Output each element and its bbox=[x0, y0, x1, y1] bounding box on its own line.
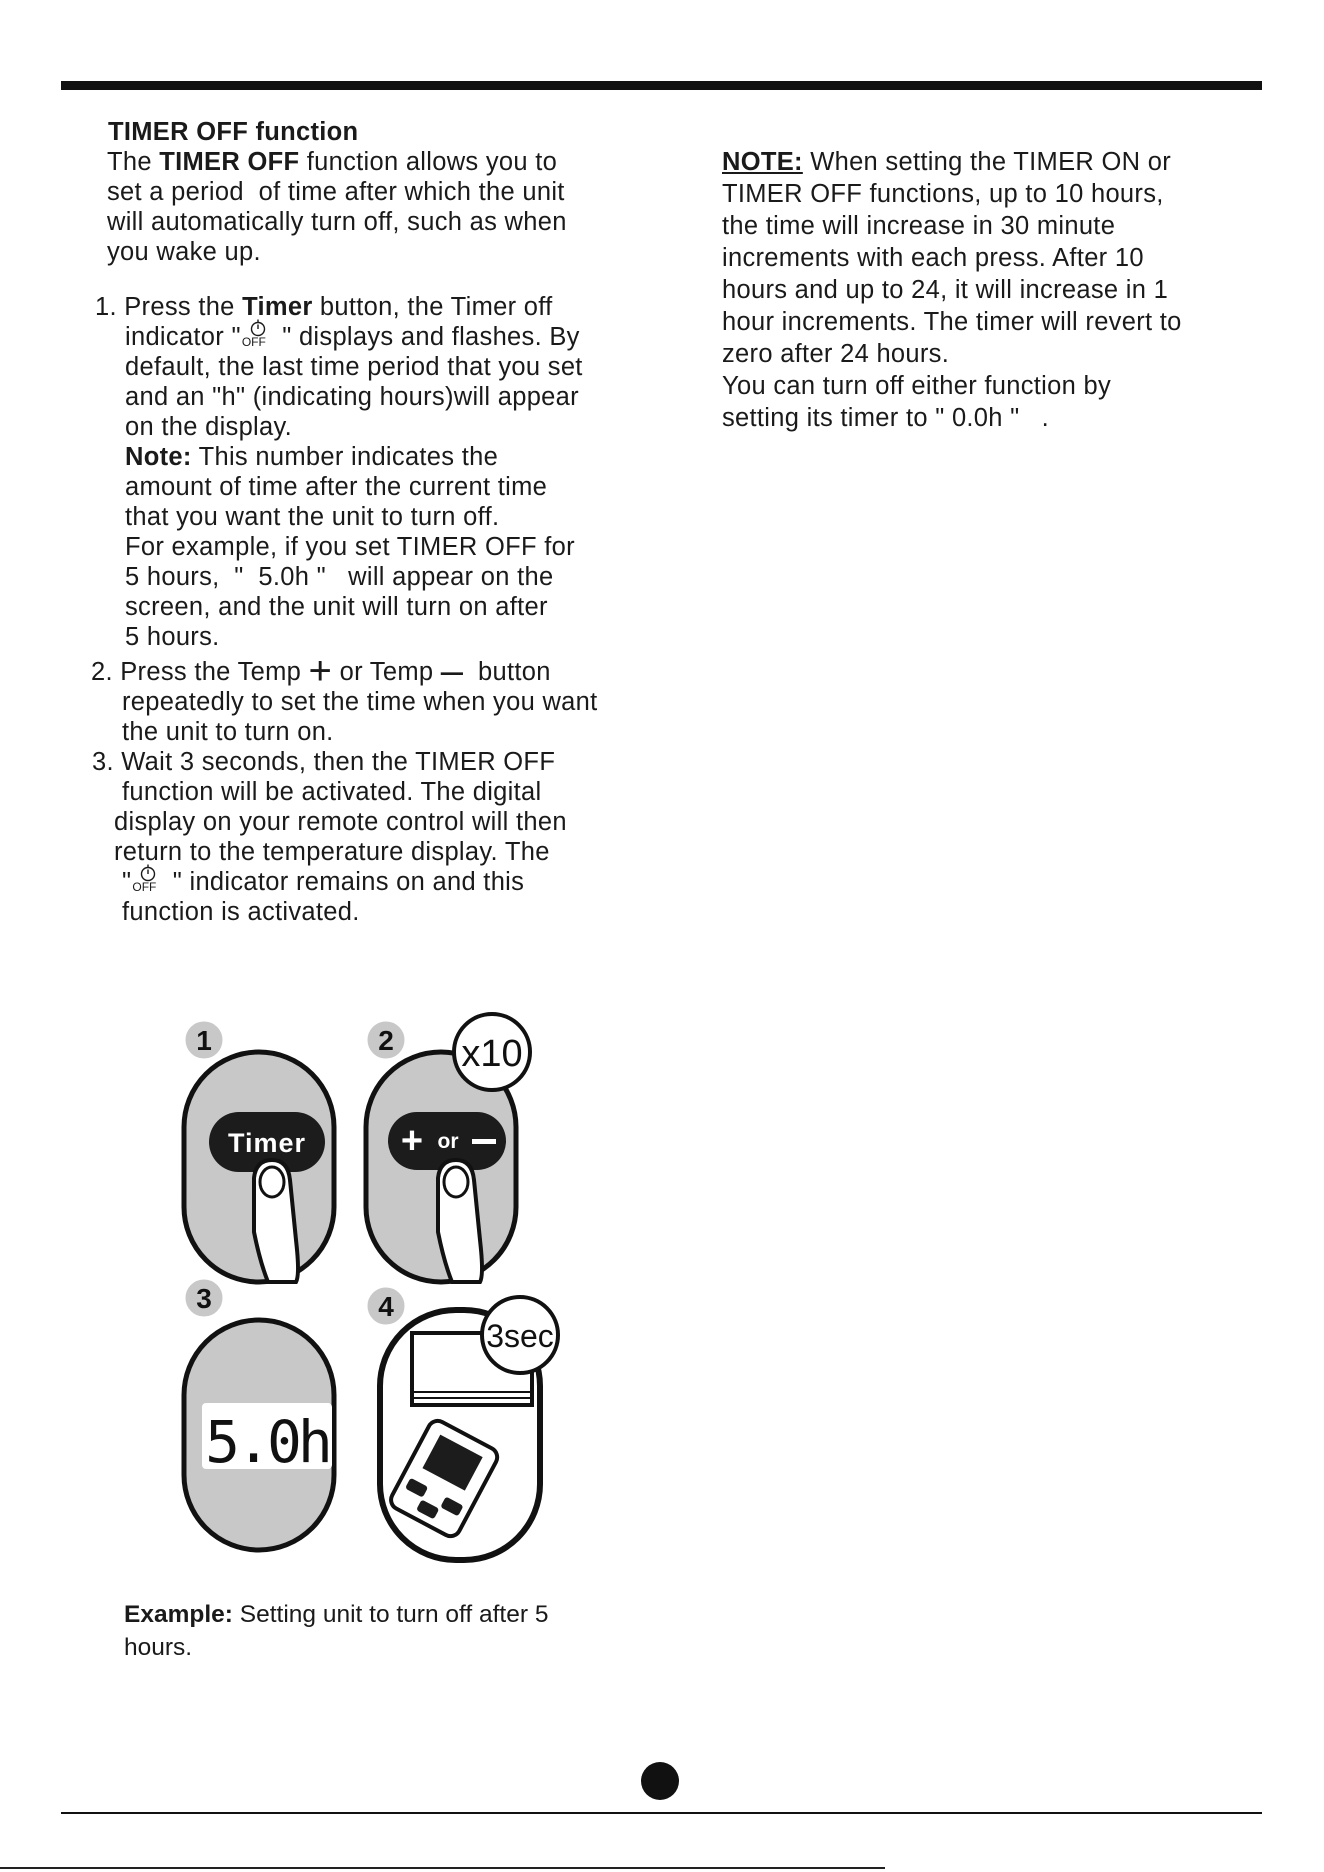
panel-4 bbox=[366, 1286, 558, 1560]
intro-line-4: you wake up. bbox=[107, 238, 261, 266]
step3-line-1: 3. Wait 3 seconds, then the TIMER OFF bbox=[92, 748, 556, 776]
note-line-9: setting its timer to " 0.0h " . bbox=[722, 404, 1050, 432]
step2-line-1: 2. Press the Temp + or Temp – button bbox=[91, 649, 551, 693]
minus-icon: – bbox=[440, 649, 464, 693]
step1-line-12: 5 hours. bbox=[125, 623, 220, 651]
step2-line-3: the unit to turn on. bbox=[122, 718, 334, 746]
note-line-1: NOTE: When setting the TIMER ON or bbox=[722, 148, 1172, 176]
step1-line-11: screen, and the unit will turn on after bbox=[125, 593, 548, 621]
note-line-5: hours and up to 24, it will increase in 1 bbox=[722, 276, 1169, 304]
svg-text:x10: x10 bbox=[461, 1033, 523, 1075]
example-caption: Example: Setting unit to turn off after 5 hours. bbox=[124, 1601, 549, 1661]
svg-text:4: 4 bbox=[378, 1291, 394, 1322]
panel-1 bbox=[184, 1020, 334, 1282]
intro-line-3: will automatically turn off, such as when bbox=[107, 208, 567, 236]
step1-line-9: For example, if you set TIMER OFF for bbox=[125, 533, 575, 561]
intro-line-2: set a period of time after which the unit bbox=[107, 178, 565, 206]
page-marker bbox=[641, 1762, 679, 1800]
svg-text:1: 1 bbox=[196, 1025, 212, 1056]
svg-text:2: 2 bbox=[378, 1025, 394, 1056]
section-heading: TIMER OFF function bbox=[108, 118, 359, 146]
timer-off-icon: OFF bbox=[131, 864, 165, 896]
step3-line-6: function is activated. bbox=[122, 898, 360, 926]
panel-2 bbox=[366, 1014, 530, 1282]
step1-note-line: Note: This number indicates the bbox=[125, 443, 499, 471]
timer-button-label: Timer bbox=[227, 1128, 307, 1158]
step1-line-4: and an "h" (indicating hours)will appear bbox=[125, 383, 579, 411]
step1-line-8: that you want the unit to turn off. bbox=[125, 503, 500, 531]
step3-line-2: function will be activated. The digital bbox=[122, 778, 542, 806]
panel-3 bbox=[184, 1278, 334, 1550]
step1-line-3: default, the last time period that you set bbox=[125, 353, 583, 381]
svg-text:3: 3 bbox=[196, 1283, 212, 1314]
bottom-rule bbox=[61, 1812, 1262, 1814]
step1-line-2: indicator " OFF " displays and flashes. By bbox=[125, 322, 580, 352]
footer-rule bbox=[0, 1867, 885, 1869]
note-line-2: TIMER OFF functions, up to 10 hours, bbox=[722, 180, 1164, 208]
step3-line-3: display on your remote control will then bbox=[114, 808, 567, 836]
step2-line-2: repeatedly to set the time when you want bbox=[122, 688, 598, 716]
instruction-illustration bbox=[150, 1000, 580, 1580]
note-line-3: the time will increase in 30 minute bbox=[722, 212, 1116, 240]
step1-line-1: 1. Press the Timer button, the Timer off bbox=[95, 293, 553, 321]
step3-line-5: " OFF " indicator remains on and this bbox=[122, 867, 524, 897]
note-line-6: hour increments. The timer will revert to bbox=[722, 308, 1182, 336]
intro-line-1: The TIMER OFF function allows you to bbox=[107, 148, 558, 176]
timer-off-icon: OFF bbox=[241, 319, 275, 351]
minus-icon bbox=[472, 1139, 496, 1144]
step1-line-7: amount of time after the current time bbox=[125, 473, 548, 501]
step1-line-10: 5 hours, " 5.0h " will appear on the bbox=[125, 563, 554, 591]
step1-line-5: on the display. bbox=[125, 413, 293, 441]
note-line-4: increments with each press. After 10 bbox=[722, 244, 1144, 272]
plus-icon: + bbox=[308, 649, 333, 693]
note-label: NOTE: bbox=[722, 148, 803, 176]
note-line-8: You can turn off either function by bbox=[722, 372, 1112, 400]
lcd-value: 5.0h bbox=[205, 1408, 329, 1476]
or-label: or bbox=[437, 1130, 459, 1153]
step3-line-4: return to the temperature display. The bbox=[114, 838, 550, 866]
top-rule bbox=[61, 81, 1262, 90]
svg-text:3sec: 3sec bbox=[486, 1318, 554, 1354]
plus-icon: + bbox=[400, 1120, 424, 1162]
note-line-7: zero after 24 hours. bbox=[722, 340, 950, 368]
